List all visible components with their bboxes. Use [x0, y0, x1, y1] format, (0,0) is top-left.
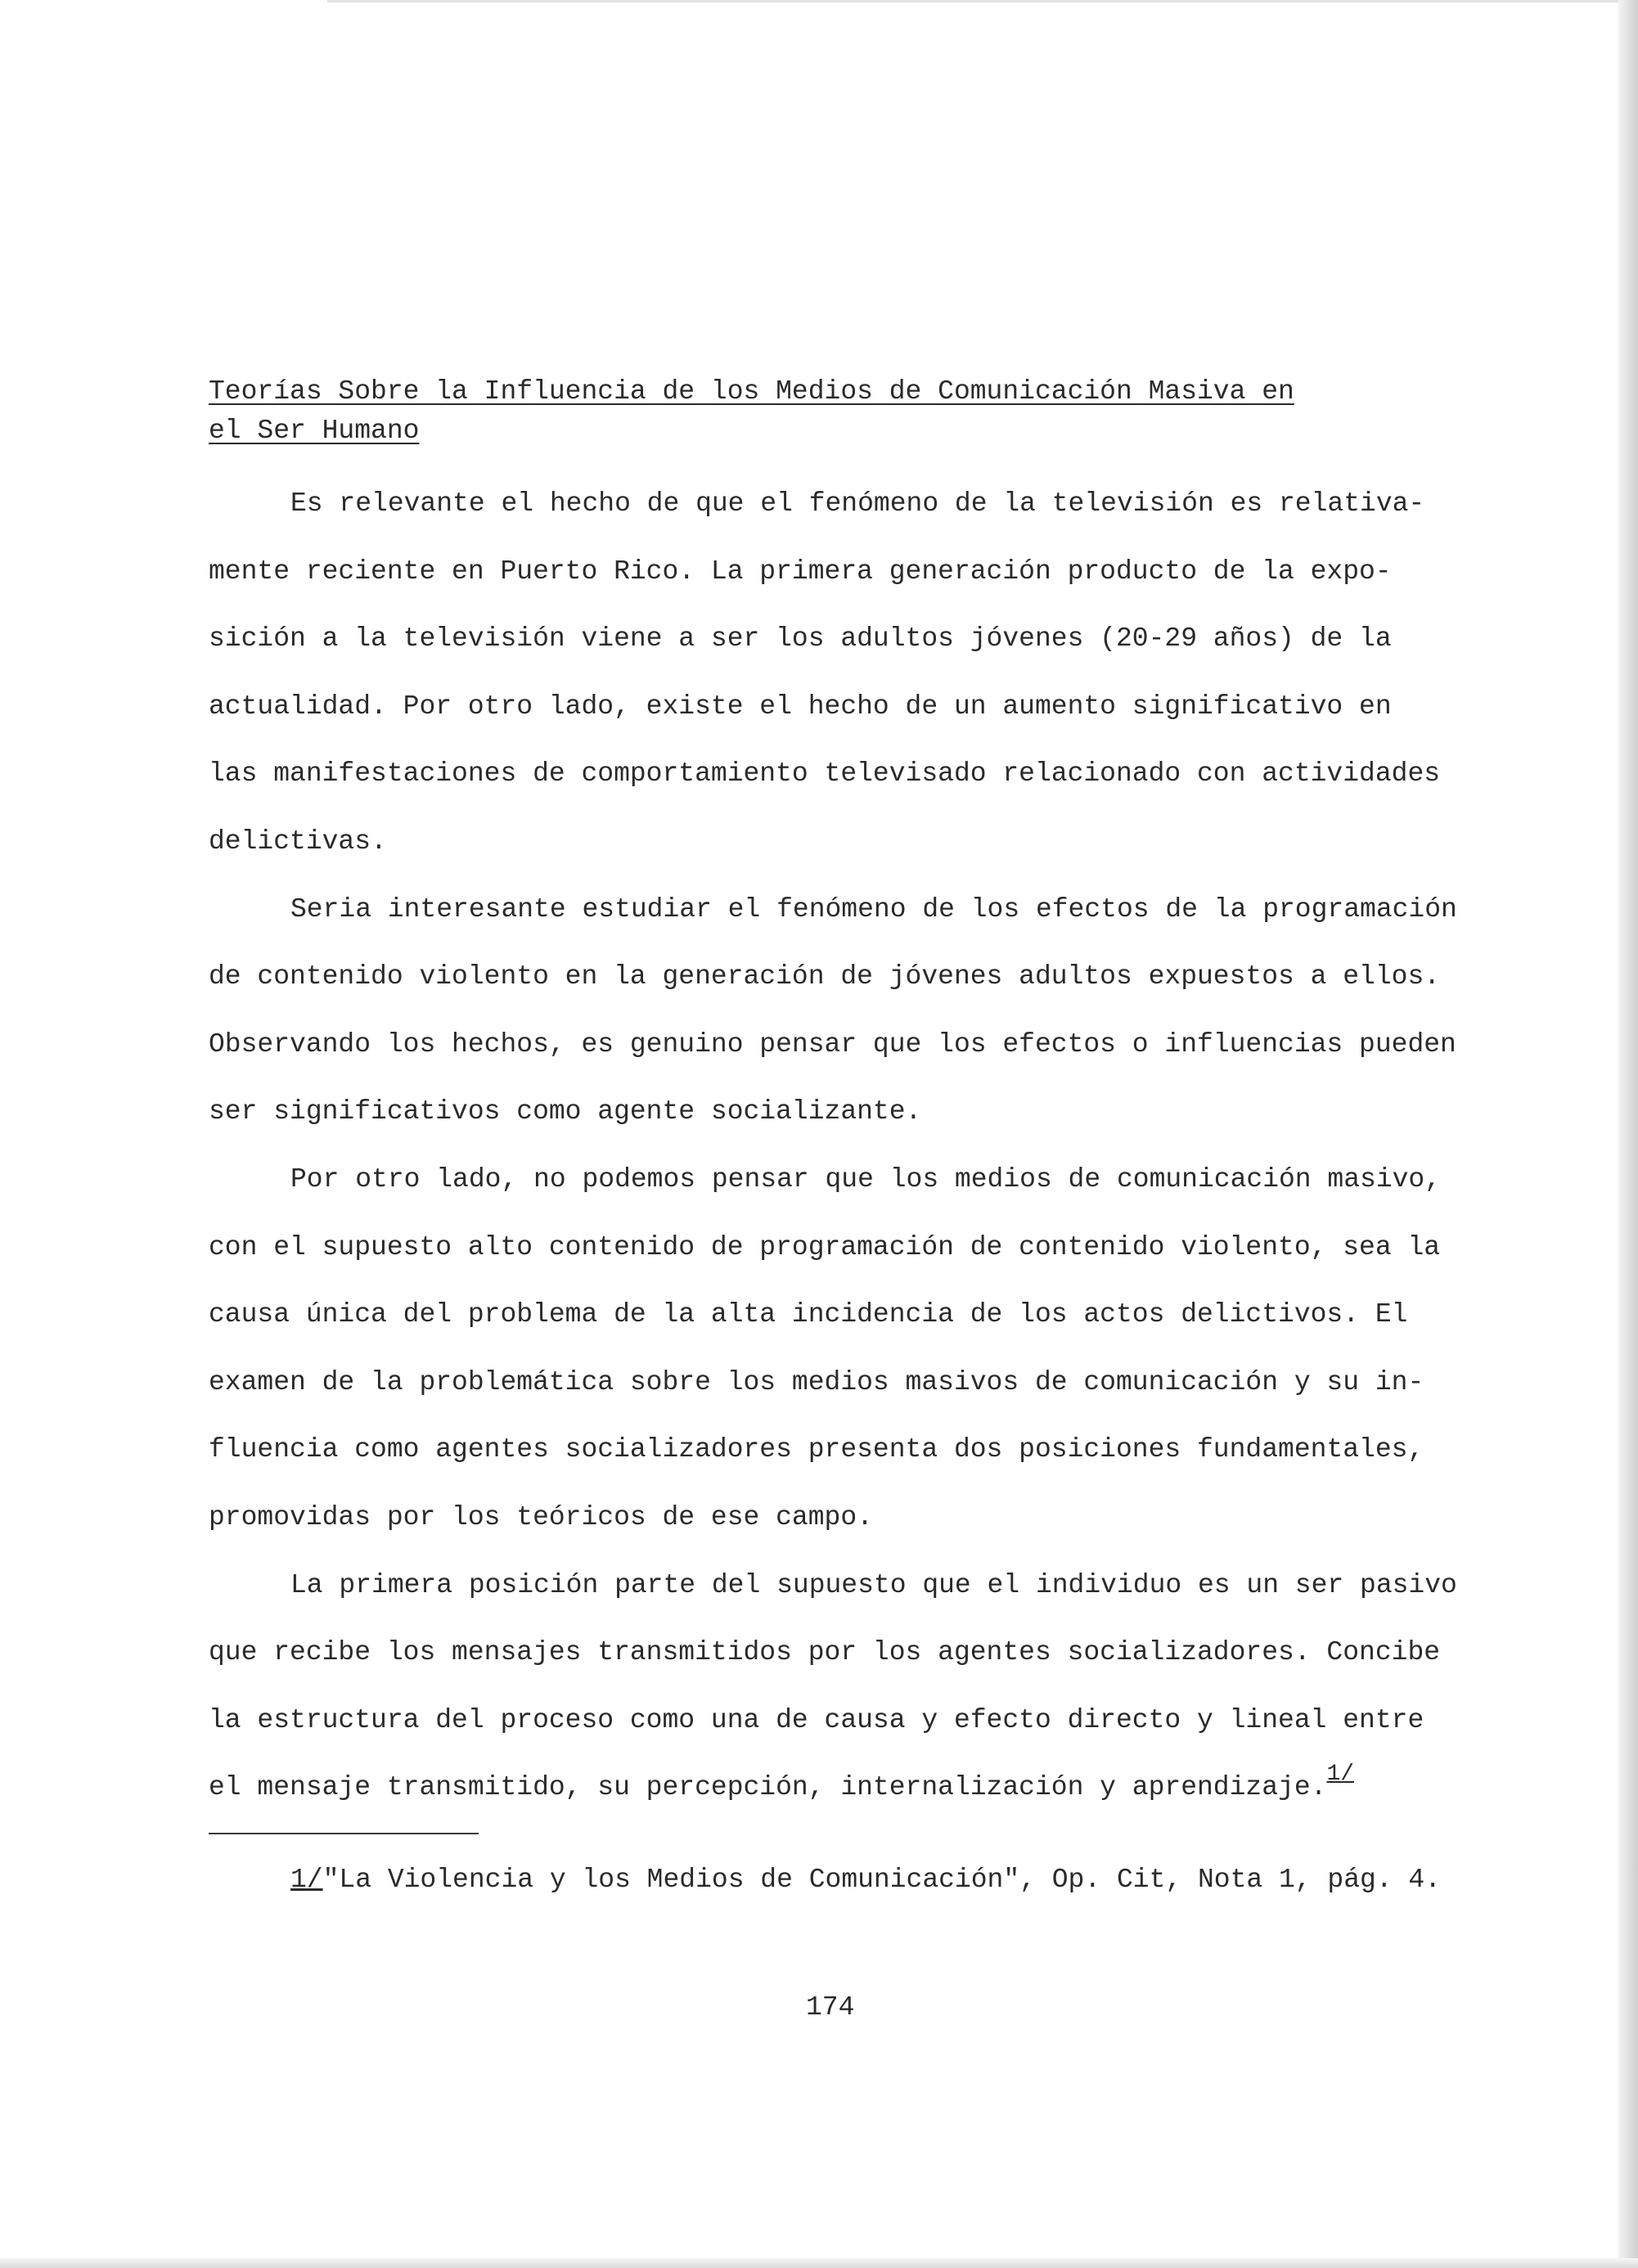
footnote-divider [209, 1833, 479, 1834]
paragraph-1-line-1: Es relevante el hecho de que el fenómeno de la televisión es relativa- [290, 488, 1425, 519]
footnote [290, 1861, 1441, 1900]
paragraph-3-line-2: con el supuesto alto contenido de programación de contenido violento, sea la [209, 1231, 1441, 1262]
scan-edge-top [327, 0, 1636, 2]
section-heading [209, 372, 1370, 451]
paragraph-1-line-6: delictivas. [209, 826, 387, 857]
paragraph-4-line-2: que recibe los mensajes transmitidos por los agentes socializadores. Concibe [209, 1637, 1441, 1668]
page-number: 174 [806, 1992, 855, 2023]
paragraph-3-line-4: examen de la problemática sobre los medios masivos de comunicación y su in- [209, 1366, 1424, 1397]
body-text [209, 470, 1485, 1822]
paragraph-3-line-3: causa única del problema de la alta incidencia de los actos delictivos. El [209, 1299, 1408, 1330]
paragraph-1-line-5: las manifestaciones de comportamiento televisado relacionado con actividades [209, 758, 1441, 790]
paragraph-4-line-4-text: el mensaje transmitido, su percepción, internalización y aprendizaje. [209, 1772, 1327, 1803]
paragraph-4-line-1: La primera posición parte del supuesto que el individuo es un ser pasivo [290, 1569, 1457, 1600]
paragraph-1-line-4: actualidad. Por otro lado, existe el hecho de un aumento significativo en [209, 691, 1392, 722]
footnote-mark: 1/ [290, 1865, 323, 1895]
paragraph-2-line-4: ser significativos como agente socializante. [209, 1096, 922, 1127]
heading-line-2: el Ser Humano [209, 416, 420, 446]
paragraph-1-line-3: sición a la televisión viene a ser los adultos jóvenes (20-29 años) de la [209, 623, 1392, 655]
paragraph-4-line-4 [209, 1754, 1485, 1822]
heading-line-1: Teorías Sobre la Influencia de los Medios de Comunicación Masiva en [209, 376, 1294, 407]
paragraph-3-line-1: Por otro lado, no podemos pensar que los medios de comunicación masivo, [290, 1163, 1442, 1195]
footnote-reference: 1/ [1326, 1762, 1355, 1788]
scan-edge-bottom [0, 2258, 1638, 2268]
paragraph-3-line-5: fluencia como agentes socializadores presenta dos posiciones fundamentales, [209, 1434, 1424, 1465]
paragraph-2-line-3: Observando los hechos, es genuino pensar que los efectos o influencias pueden [209, 1028, 1456, 1060]
paragraph-4-line-3: la estructura del proceso como una de causa y efecto directo y lineal entre [209, 1704, 1424, 1735]
footnote-text: "La Violencia y los Medios de Comunicación", Op. Cit, Nota 1, pág. 4. [322, 1865, 1442, 1895]
paragraph-1-line-2: mente reciente en Puerto Rico. La primera generación producto de la expo- [209, 556, 1392, 587]
paragraph-2-line-1: Seria interesante estudiar el fenómeno de los efectos de la programación [290, 893, 1457, 925]
scan-edge-right [1618, 0, 1638, 2268]
paragraph-2-line-2: de contenido violento en la generación de jóvenes adultos expuestos a ellos. [209, 961, 1441, 992]
paragraph-3-line-6: promovidas por los teóricos de ese campo. [209, 1501, 873, 1532]
